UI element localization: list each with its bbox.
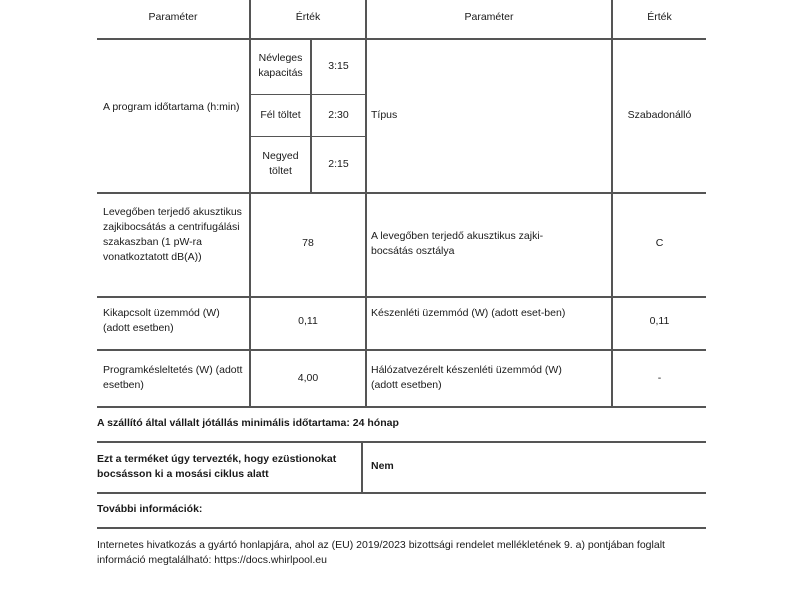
divider — [611, 0, 613, 406]
header-value: Érték — [295, 11, 321, 23]
header-value: Érték — [647, 11, 672, 23]
divider — [365, 0, 367, 406]
param-label: Készenléti üzemmód (W) (adott eset-ben) — [371, 307, 566, 319]
param-label: Levegőben terjedő akusztikus zajkibocsátás a centrifugálási szakaszban (1 pW-ra vonatkoztatott dB(A)) — [103, 206, 242, 263]
param-label: A program időtartama (h:min) — [103, 101, 240, 113]
divider — [97, 349, 706, 351]
param-value: Szabadonálló — [627, 109, 692, 121]
footer-text: Internetes hivatkozás a gyártó honlapjára, ahol az (EU) 2019/2023 bizottsági rendelet mellékletének 9. a) pontjában foglalt információ megtalálható: https://docs.whirlpool.eu — [97, 539, 665, 566]
header-param: Paraméter — [464, 11, 514, 23]
header-param: Paraméter — [148, 11, 198, 23]
sub-value: 2:15 — [328, 158, 349, 170]
param-label: Típus — [371, 109, 398, 121]
sub-value: 2:30 — [328, 109, 349, 121]
divider — [361, 441, 363, 493]
divider — [97, 38, 706, 40]
silver-ions-label: Ezt a terméket úgy tervezték, hogy ezüstionokat bocsásson ki a mosási ciklus alatt — [97, 453, 337, 480]
param-label: Hálózatvezérelt készenléti üzemmód (W) (adott esetben) — [371, 364, 562, 391]
divider — [97, 492, 706, 494]
warranty-text: A szállító által vállalt jótállás minimális időtartama: 24 hónap — [97, 417, 399, 429]
sub-label: Negyed töltet — [262, 150, 299, 177]
divider — [97, 296, 706, 298]
param-value: C — [655, 237, 664, 249]
param-label: A levegőben terjedő akusztikus zajki-bocsátás osztálya — [371, 230, 544, 257]
param-value: 0,11 — [298, 315, 318, 327]
param-value: 78 — [302, 237, 314, 249]
divider — [249, 94, 366, 95]
param-value: - — [657, 372, 662, 384]
param-label: Kikapcsolt üzemmód (W) (adott esetben) — [103, 307, 220, 334]
divider — [97, 441, 706, 443]
silver-ions-value: Nem — [371, 460, 394, 472]
param-value: 0,11 — [649, 315, 670, 327]
param-label: Programkésleltetés (W) (adott esetben) — [103, 364, 243, 391]
divider — [249, 136, 366, 137]
more-info-label: További információk: — [97, 503, 203, 515]
sub-label: Fél töltet — [260, 109, 301, 121]
divider — [97, 406, 706, 408]
sub-label: Névleges kapacitás — [258, 52, 303, 79]
sub-value: 3:15 — [328, 60, 349, 72]
divider — [97, 527, 706, 529]
divider — [97, 192, 706, 194]
param-value: 4,00 — [297, 372, 319, 384]
